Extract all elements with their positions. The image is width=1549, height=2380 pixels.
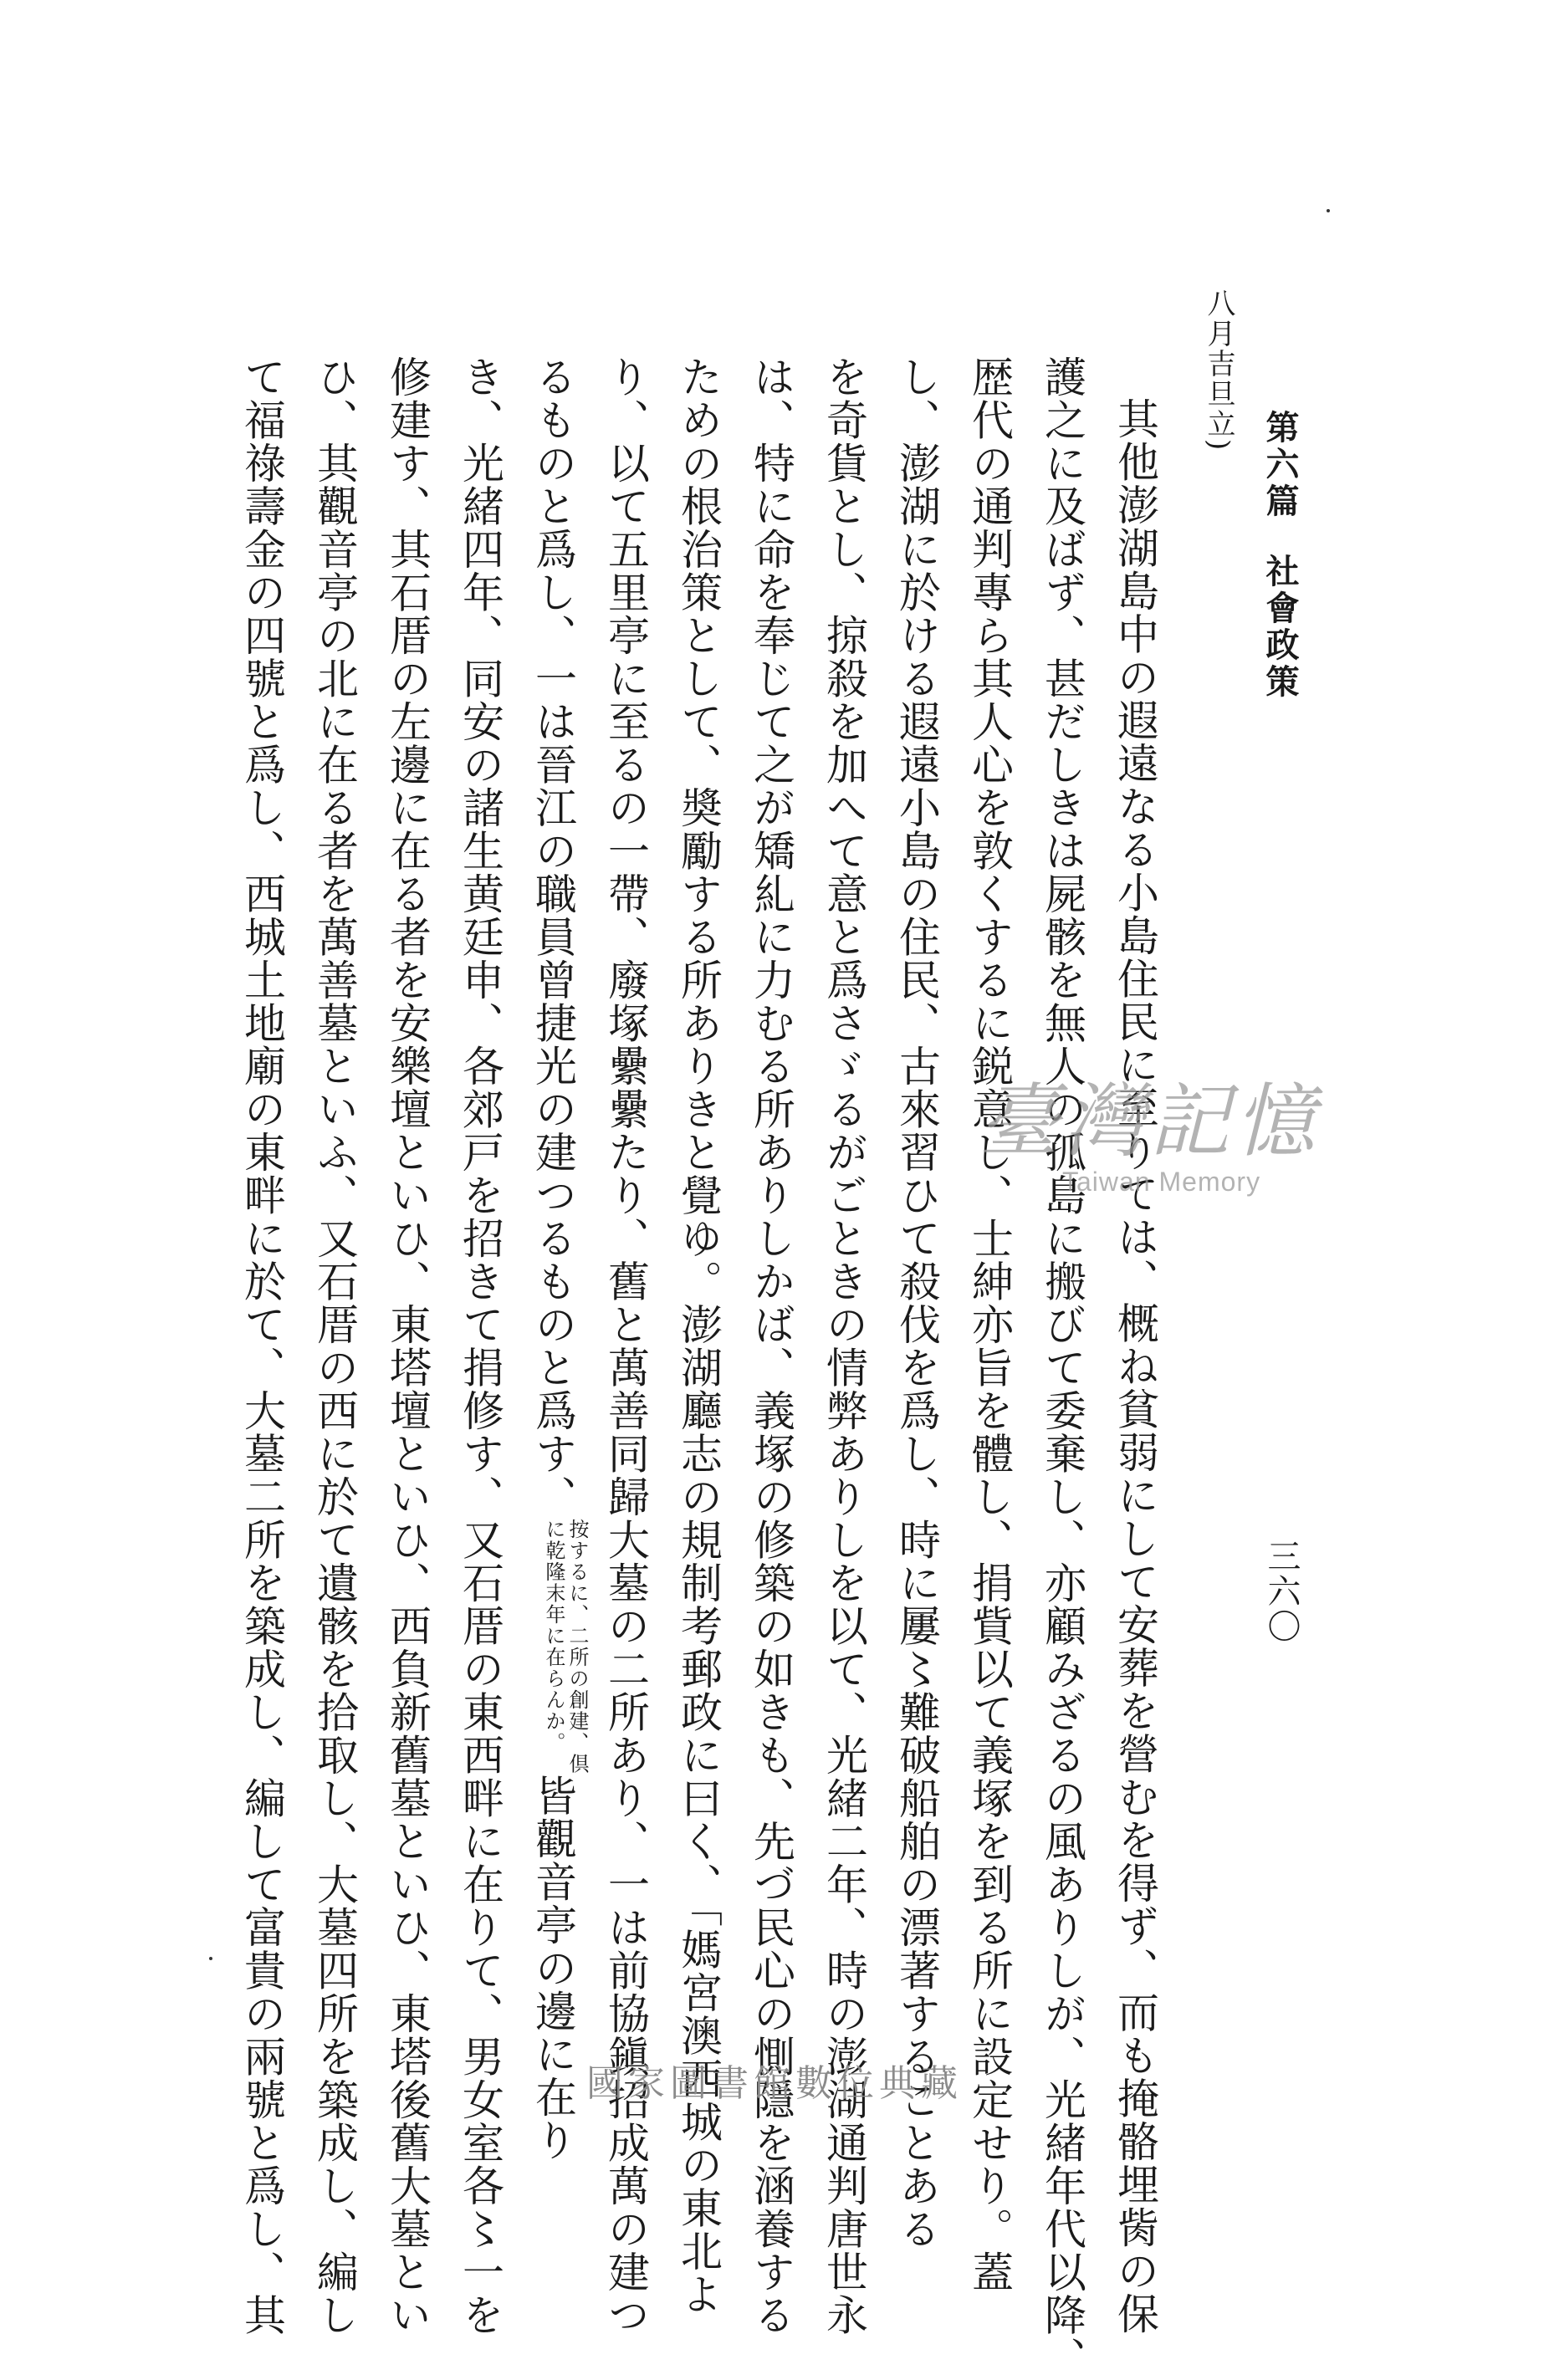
watermark-title: 臺灣記憶 [979, 1075, 1320, 1168]
scan-speck [209, 1957, 212, 1960]
text-column [589, 355, 662, 2337]
chapter-title: 社會政策 [1260, 554, 1300, 701]
text-column [734, 355, 807, 2337]
column-text: を奇貨とし、掠殺を加へて意と爲さゞるがごときの情弊ありしを以て、光緒二年、時の澎湖通判唐世永 [820, 355, 868, 2337]
watermark-subtitle: Taiwan Memory [1062, 1167, 1261, 1197]
annotation-line: に乾隆末年に在らんか。 [542, 1518, 565, 1753]
watermark-logo [979, 1058, 1320, 1225]
column-text: 修建す、其石厝の左邊に在る者を安樂壇といひ、東塔壇といひ、西負新舊墓といひ、東塔後舊大墓とい [383, 355, 432, 2337]
scan-speck [1327, 209, 1330, 212]
column-text: て福祿壽金の四號と爲し、西城土地廟の東畔に於て、大墓二所を築成し、編して富貴の兩號と爲し、其 [238, 355, 286, 2337]
text-column [298, 355, 371, 2337]
text-column [371, 355, 443, 2337]
column-text: ひ、其觀音亭の北に在る者を萬善墓といふ、又石厝の西に於て遺骸を拾取し、大墓四所を築成し、編し [310, 355, 359, 2337]
footer-stamp: 國家圖書館數位典藏 [586, 2062, 963, 2105]
column-text: し、澎湖に於ける遐遠小島の住民、古來習ひて殺伐を爲し、時に屢〻難破船舶の漂著することある [892, 355, 941, 2250]
column-text: は、特に命を奉じて之が矯糺に力むる所ありしかば、義塚の修築の如きも、先づ民心の惻隱を涵養する [747, 355, 795, 2337]
chapter-label: 第六篇 [1260, 410, 1300, 520]
column-text: き、光緒四年、同安の諸生黄廷申、各郊戸を招きて捐修す、又石厝の東西畔に在りて、男女室各〻一を [456, 355, 504, 2337]
column-text: ための根治策として、奬勵する所ありきと覺ゆ。澎湖廳志の規制考郵政に曰く、「媽宮澳西城の東北よ [674, 355, 723, 2316]
annotation-line: 按するに、二所の創建、倶 [565, 1518, 589, 1775]
column-text: 歴代の通判專ら其人心を敦くするに鋭意し、士紳亦旨を體し、捐貲以て義塚を到る所に設定せり。蓋 [965, 355, 1014, 2294]
running-head [1260, 410, 1300, 701]
text-column [225, 355, 298, 2337]
column-text: 其他澎湖島中の遐遠なる小島住民に至りては、概ね貧弱にして安葬を營むを得ず、而も掩骼埋胔の保 [1111, 397, 1159, 2336]
text-column [443, 355, 516, 2337]
column-text-continued: 皆觀音亭の邊に在り [529, 1774, 577, 2162]
column-text: 護之に及ばず、甚だしきは屍骸を無人の孤島に搬びて委棄し、亦顧みざるの風ありしが、光緒年代以降、 [1038, 355, 1086, 2380]
column-text: るものと爲し、一は晉江の職員曾捷光の建つるものと爲す、 [529, 355, 577, 1519]
inline-annotation [542, 1519, 589, 1775]
date-continuation: 八月吉旦立) [1202, 289, 1235, 452]
text-column [662, 355, 734, 2316]
text-column [516, 355, 589, 2162]
column-text: り、以て五里亭に至るの一帶、廢塚纍纍たり、舊と萬善同歸大墓の二所あり、一は前協鎭招成萬の建つ [601, 355, 650, 2337]
page-number: 三六〇 [1262, 1539, 1301, 1644]
text-column [880, 355, 953, 2250]
text-column [807, 355, 880, 2337]
